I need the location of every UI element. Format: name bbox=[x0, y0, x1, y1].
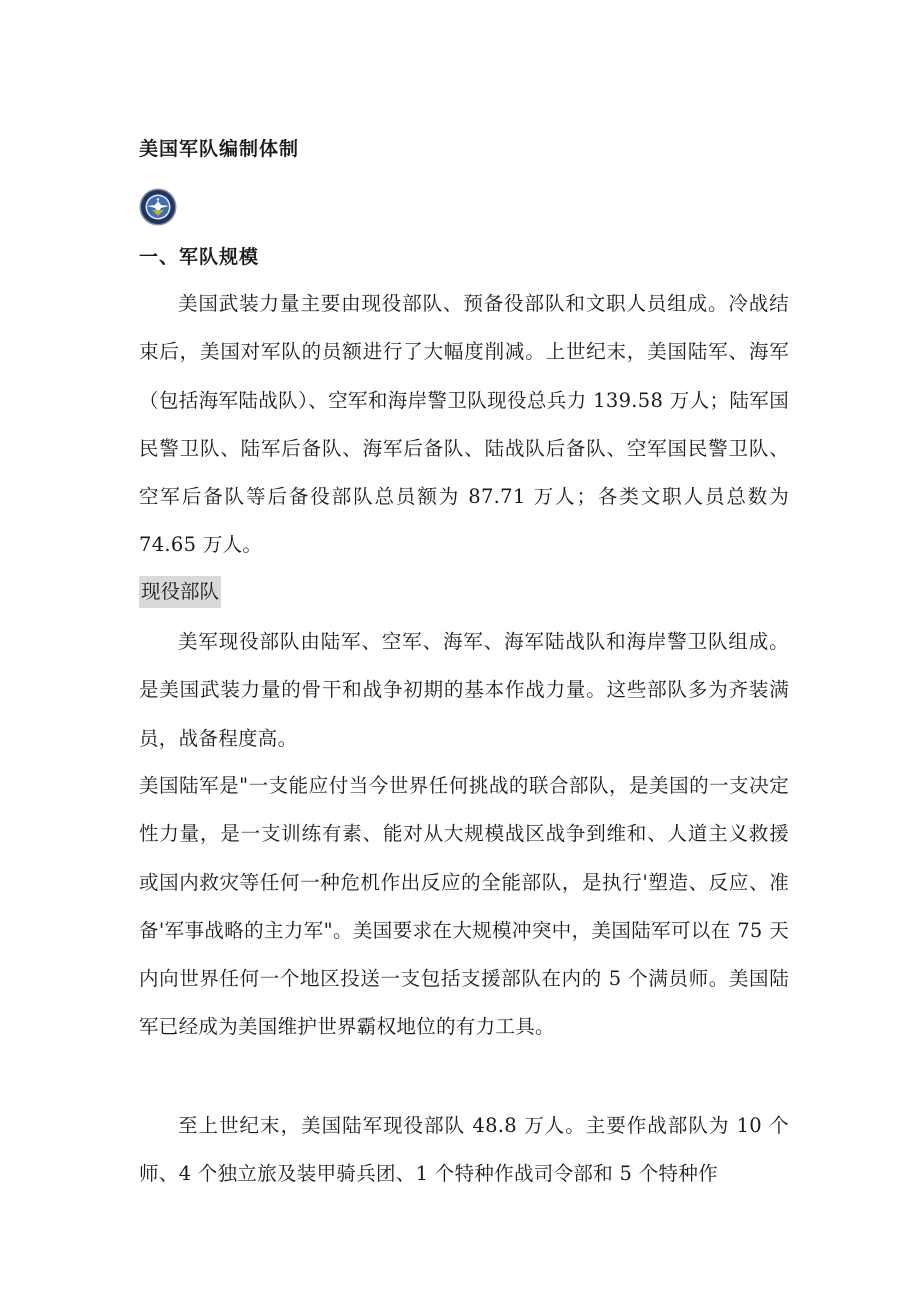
paragraph-army: 美国陆军是"一支能应付当今世界任何挑战的联合部队，是美国的一支决定性力量，是一支训练有素、能对从大规模战区战争到维和、人道主义救援或国内救灾等任何一种危机作出反应的全能部队，是执行'塑造、反应、准备'军事战略的主力军"。美国要求在大规模冲突中，美国陆军可以在 75 天内向世界任何一个地区投送一支包括支援部队在内的 5 个满员师。美国陆军已经成为美国维护世界霸权地位的有力工具。 bbox=[139, 774, 789, 1039]
paragraph-army-strength: 至上世纪末，美国陆军现役部队 48.8 万人。主要作战部队为 10 个师、4 个独立旅及装甲骑兵团、1 个特种作战司令部和 5 个特种作 bbox=[139, 1114, 789, 1186]
subheading-active-forces: 现役部队 bbox=[139, 576, 221, 608]
paragraph-active-forces: 美军现役部队由陆军、空军、海军、海军陆战队和海岸警卫队组成。是美国武装力量的骨干和战争初期的基本作战力量。这些部队多为齐装满员，战备程度高。 bbox=[139, 630, 789, 750]
dod-seal-icon bbox=[139, 188, 177, 226]
section-heading: 一、军队规模 bbox=[139, 246, 260, 268]
document-title: 美国军队编制体制 bbox=[139, 138, 300, 160]
paragraph-scale: 美国武装力量主要由现役部队、预备役部队和文职人员组成。冷战结束后，美国对军队的员额进行了大幅度削减。上世纪末，美国陆军、海军（包括海军陆战队）、空军和海岸警卫队现役总兵力 139.58 万人；陆军国民警卫队、陆军后备队、海军后备队、陆战队后备队、空军国民警卫队、空军后备队等后备役部队总员额为 87.71 万人；各类文职人员总数为 74.65 万人。 bbox=[139, 292, 789, 557]
